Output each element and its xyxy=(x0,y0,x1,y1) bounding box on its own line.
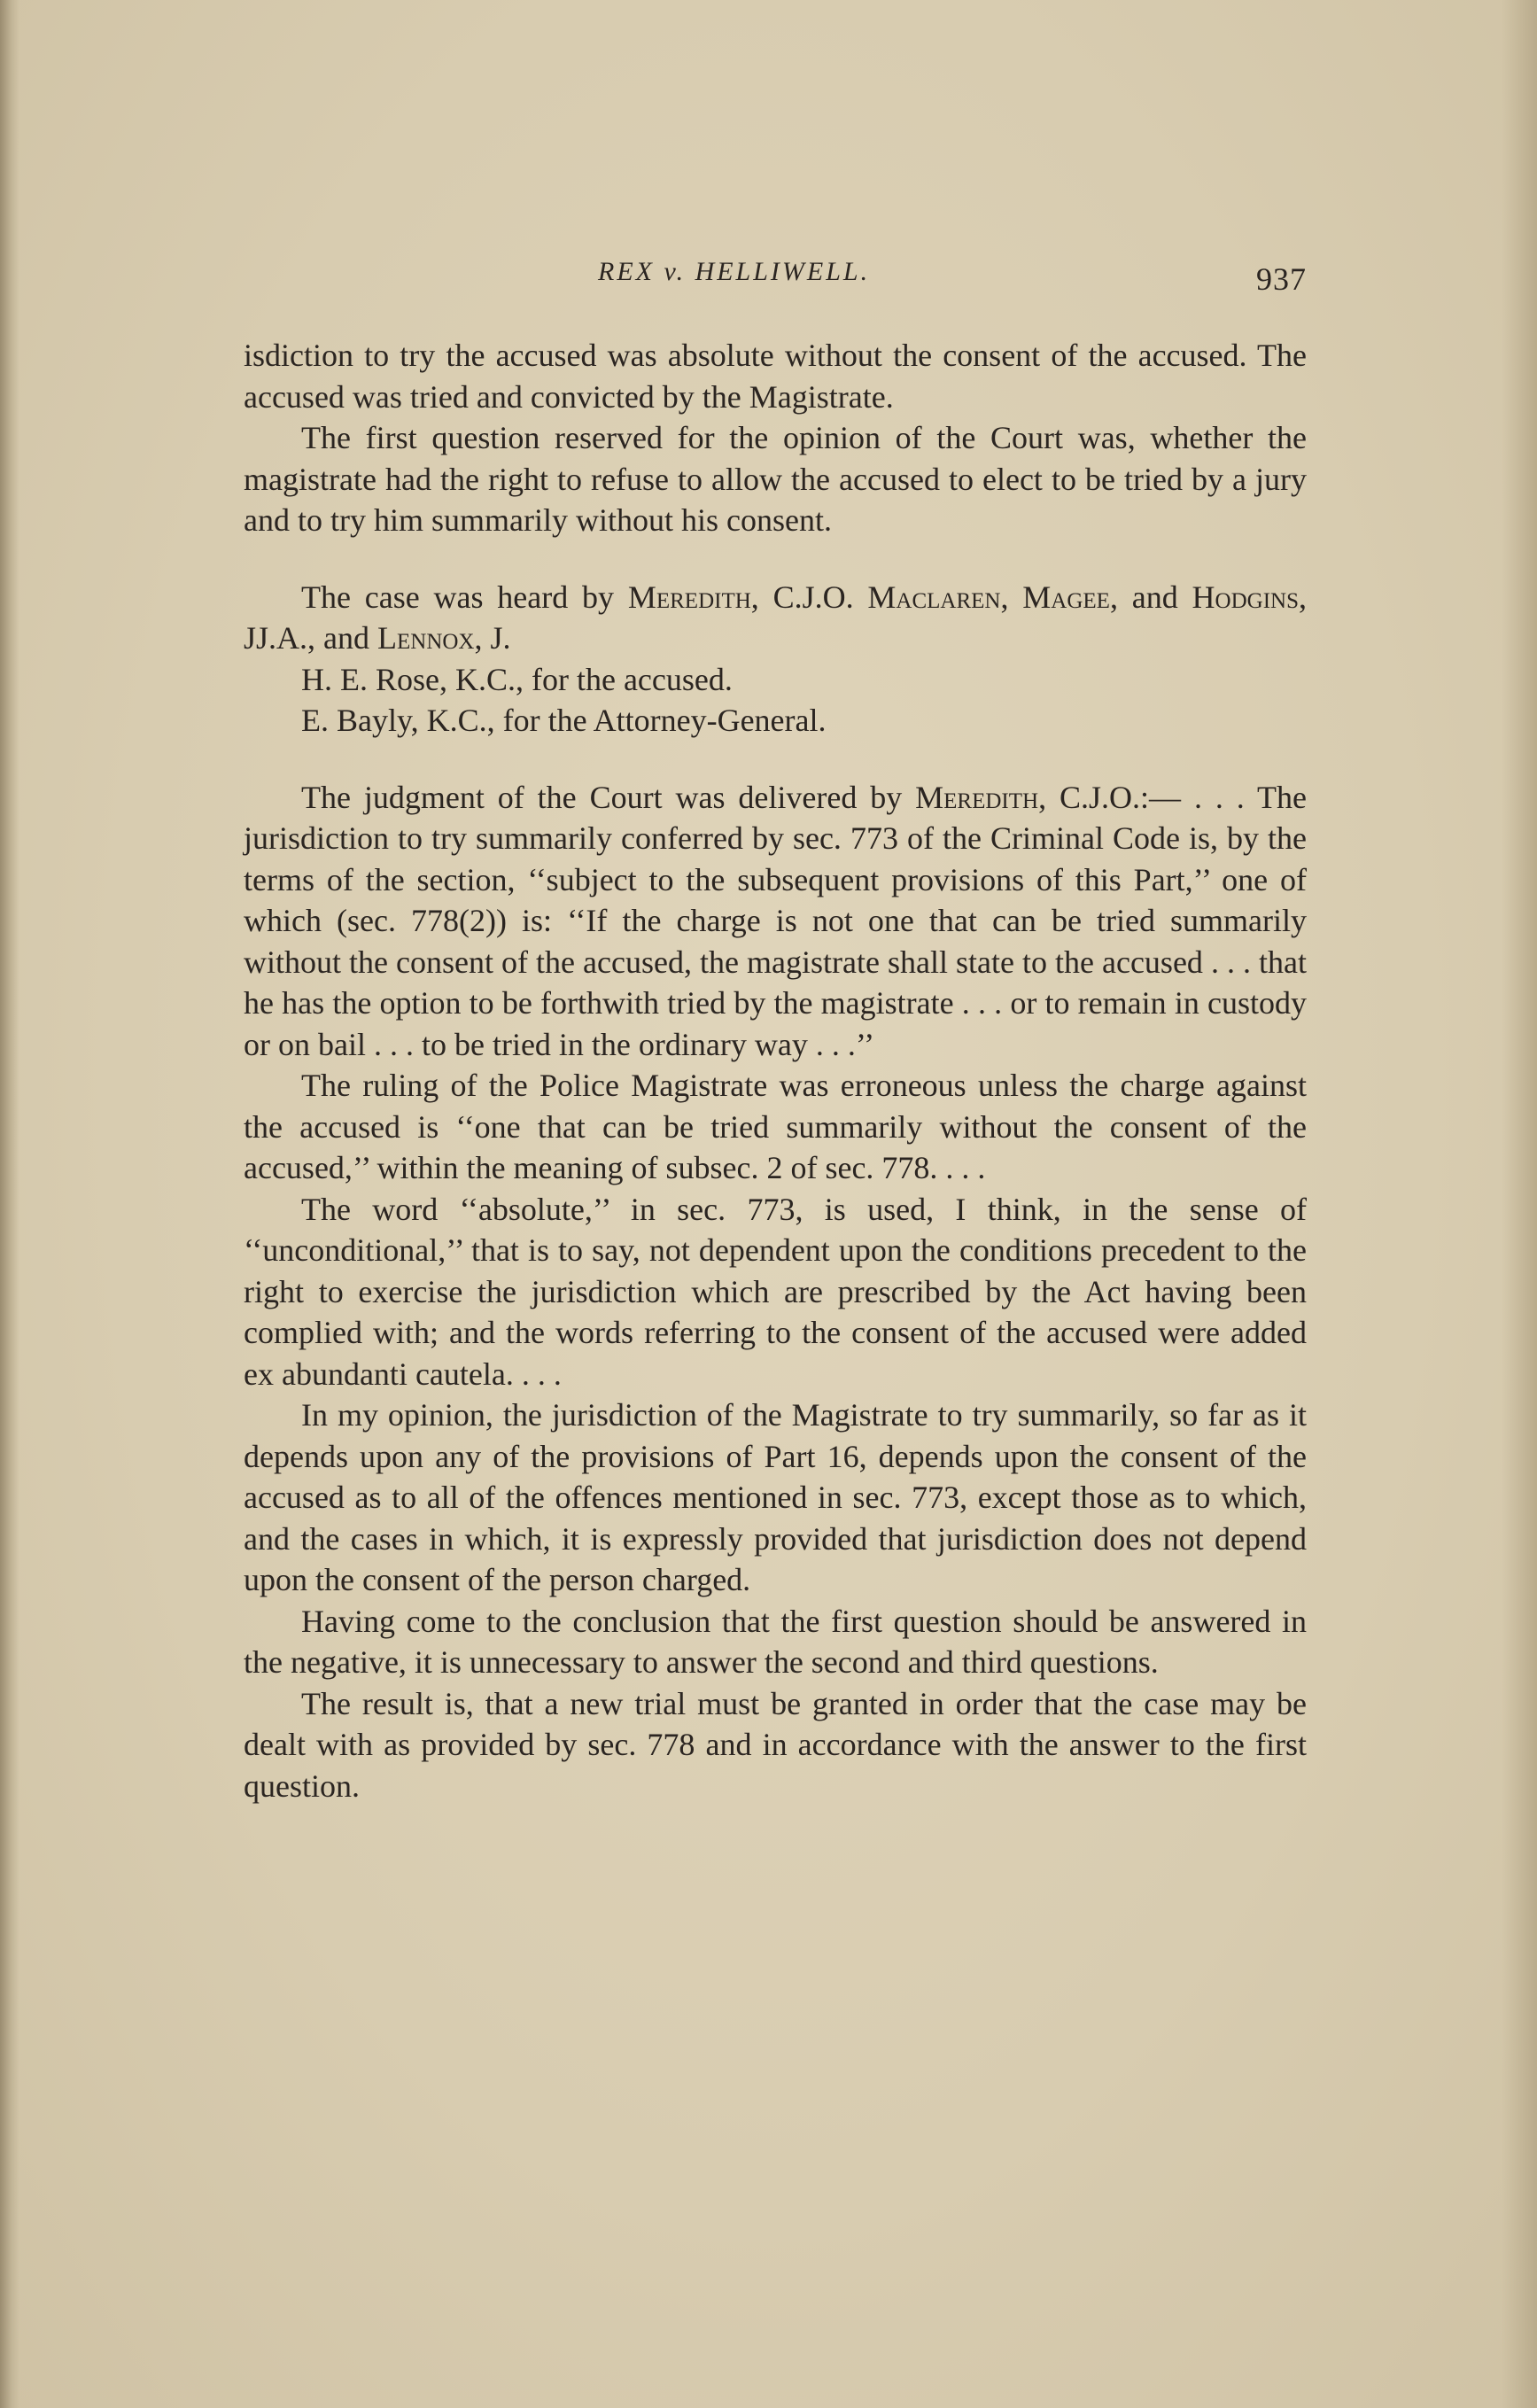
paragraph-bench xyxy=(244,577,1307,659)
bench-text: , C.J.O. xyxy=(750,579,868,615)
running-header xyxy=(244,257,1307,301)
paragraph-continuation: isdiction to try the accused was absolute without the consent of the accused. The accused was tried and convicted by the Magistrate. xyxy=(244,338,1307,415)
paragraph-result: The result is, that a new trial must be granted in order that the case may be dealt with as provided by sec. 778 and in accordance with the answer to the first question. xyxy=(244,1685,1307,1804)
running-title: REX v. HELLIWELL. xyxy=(598,257,871,286)
judge-name: Maclaren xyxy=(867,579,1001,615)
paragraph-counsel-accused: H. E. Rose, K.C., for the accused. xyxy=(301,661,733,697)
judgment-text: , C.J.O.:— . . . The jurisdiction to try summarily conferred by sec. 773 of the Criminal Code is, by the terms of the section, ‘‘subject to the subsequent provisions of this Part,’’ one of which (sec. 778(2)) is: ‘‘If the charge is not one that can be tried summarily without the consent of the accused, the magistrate shall state to the accused . . . that he has the option to be forthwith tried by the magistrate . . . or to remain in custody or on bail . . . to be tried in the ordinary way . . .’’ xyxy=(244,779,1308,1062)
bench-text: , and xyxy=(1109,579,1192,615)
bench-text: , JJ.A., and xyxy=(244,579,1307,656)
paragraph-ruling: The ruling of the Police Magistrate was erroneous unless the charge against the accused is ‘‘one that can be tried summarily without the consent of the accused,’’ within the meaning of subsec. 2 of sec. 778. . . . xyxy=(244,1068,1307,1185)
paragraph-question-reserved: The first question reserved for the opinion of the Court was, whether the magistrate had the right to refuse to allow the accused to elect to be tried by a jury and to try him summarily without his consent. xyxy=(244,420,1307,538)
judge-name: Magee xyxy=(1022,579,1110,615)
paragraph-counsel-crown: E. Bayly, K.C., for the Attorney-General. xyxy=(301,703,827,738)
bench-text: The case was heard by xyxy=(301,579,628,615)
bench-text: , J. xyxy=(474,620,511,656)
page-binding-edge xyxy=(0,0,19,2408)
body-text xyxy=(244,335,1307,1806)
judge-name: Meredith xyxy=(627,579,751,615)
judgment-text: The judgment of the Court was delivered by xyxy=(301,779,916,815)
page-number: 937 xyxy=(1256,261,1307,297)
paragraph-conclusion: Having come to the conclusion that the first question should be answered in the negative, it is unnecessary to answer the second and third questions. xyxy=(244,1603,1307,1680)
judge-name: Lennox xyxy=(377,620,475,656)
paragraph-opinion: In my opinion, the jurisdiction of the Magistrate to try summarily, so far as it depends upon any of the provisions of Part 16, depends upon the consent of the accused as to all of the offences mentioned in sec. 773, except those as to which, and the cases in which, it is expressly provided that jurisdiction does not depend upon the consent of the person charged. xyxy=(244,1397,1307,1597)
bench-text: , xyxy=(1000,579,1023,615)
page-right-edge xyxy=(1502,0,1537,2408)
judge-name: Hodgins xyxy=(1192,579,1299,615)
paragraph-absolute: The word ‘‘absolute,’’ in sec. 773, is used, I think, in the sense of ‘‘unconditional,’’ that is to say, not dependent upon the conditions precedent to the right to exercise the jurisdiction which are prescribed by the Act having been complied with; and the words referring to the consent of the accused were added ex abundanti cautela. . . . xyxy=(244,1191,1307,1392)
judge-name: Meredith xyxy=(915,779,1039,815)
paragraph-judgment xyxy=(244,777,1307,1066)
